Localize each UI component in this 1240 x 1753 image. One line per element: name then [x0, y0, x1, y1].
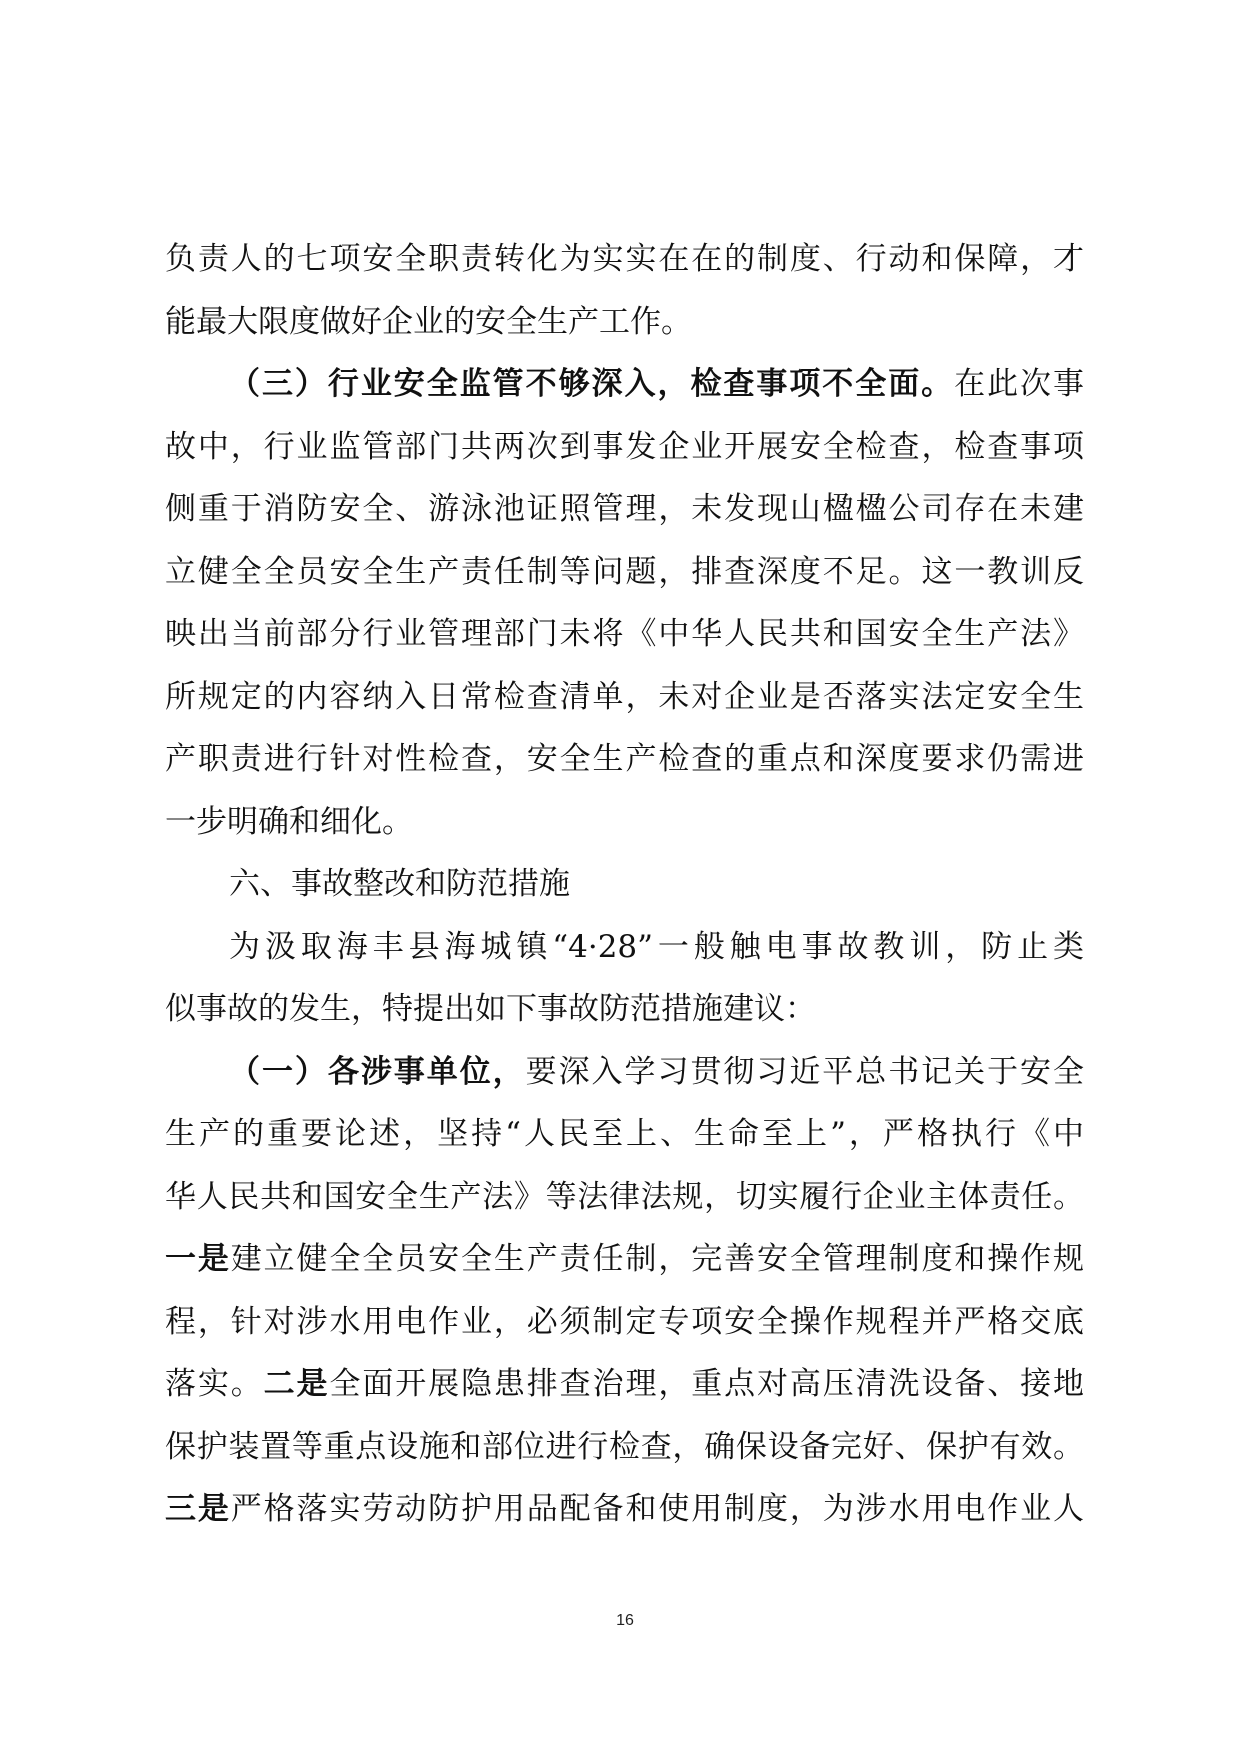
line-text: 能最大限度做好企业的安全生产工作。: [165, 303, 692, 340]
text-line: [165, 916, 1084, 979]
text-line: [165, 791, 1084, 854]
line-text: 为汲取海丰县海城镇“4·28”一般触电事故教训，防止类: [229, 928, 1084, 965]
text-line: [165, 978, 1084, 1041]
text-line: [165, 1353, 1084, 1416]
text-line: [165, 291, 1084, 354]
line-text: 所规定的内容纳入日常检查清单，未对企业是否落实法定安全生: [165, 678, 1084, 715]
line-text: 要深入学习贯彻习近平总书记关于安全: [525, 1053, 1084, 1090]
text-line: [165, 1416, 1084, 1479]
line-text: 在此次事: [954, 366, 1084, 402]
line-text: 一步明确和细化。: [165, 803, 413, 840]
line-text: 故中，行业监管部门共两次到事发企业开展安全检查，检查事项: [165, 428, 1084, 465]
text-line: [165, 728, 1084, 791]
line-text: 严格落实劳动防护用品配备和使用制度，为涉水用电作业人: [230, 1491, 1084, 1527]
line-text: 侧重于消防安全、游泳池证照管理，未发现山楹楹公司存在未建: [165, 491, 1084, 527]
text-line: [165, 1291, 1084, 1354]
line-text: 建立健全全员安全生产责任制，完善安全管理制度和操作规: [230, 1241, 1084, 1277]
text-line: [165, 1166, 1084, 1229]
line-text: 程，针对涉水用电作业，必须制定专项安全操作规程并严格交底: [165, 1303, 1084, 1340]
text-line: [165, 1228, 1084, 1291]
line-text: 全面开展隐患排查治理，重点对高压清洗设备、接地: [329, 1366, 1084, 1402]
line-text: 华人民共和国安全生产法》等法律法规，切实履行企业主体责任。: [165, 1178, 1084, 1215]
text-line: [165, 541, 1084, 604]
section-lead: （三）行业安全监管不够深入，检查事项不全面。: [229, 366, 955, 402]
line-text: 产职责进行针对性检查，安全生产检查的重点和深度要求仍需进: [165, 741, 1084, 777]
heading-text: 六、事故整改和防范措施: [229, 866, 570, 902]
item-lead: 三是: [165, 1491, 231, 1527]
text-line: [165, 1103, 1084, 1166]
document-body: [165, 228, 1084, 1541]
line-text: 立健全全员安全生产责任制等问题，排查深度不足。这一教训反: [165, 553, 1084, 590]
text-line: [165, 353, 1084, 416]
line-text: 负责人的七项安全职责转化为实实在在的制度、行动和保障，才: [165, 241, 1084, 277]
text-line: [165, 228, 1084, 291]
line-text: 生产的重要论述，坚持“人民至上、生命至上”，严格执行《中: [165, 1116, 1084, 1152]
line-text: 映出当前部分行业管理部门未将《中华人民共和国安全生产法》: [165, 616, 1084, 652]
section-heading: [165, 853, 1084, 916]
text-line: [165, 1041, 1084, 1104]
page-number: 16: [616, 1612, 634, 1629]
text-line: [165, 603, 1084, 666]
text-line: [165, 666, 1084, 729]
text-line: [165, 478, 1084, 541]
text-line: [165, 1478, 1084, 1541]
line-text: 保护装置等重点设施和部位进行检查，确保设备完好、保护有效。: [165, 1428, 1084, 1465]
section-lead: （一）各涉事单位，: [229, 1053, 526, 1090]
item-lead: 一是: [165, 1241, 231, 1277]
item-lead: 二是: [263, 1366, 330, 1402]
line-text: 落实。: [165, 1366, 264, 1402]
text-line: [165, 416, 1084, 479]
line-text: 似事故的发生，特提出如下事故防范措施建议：: [165, 991, 816, 1027]
